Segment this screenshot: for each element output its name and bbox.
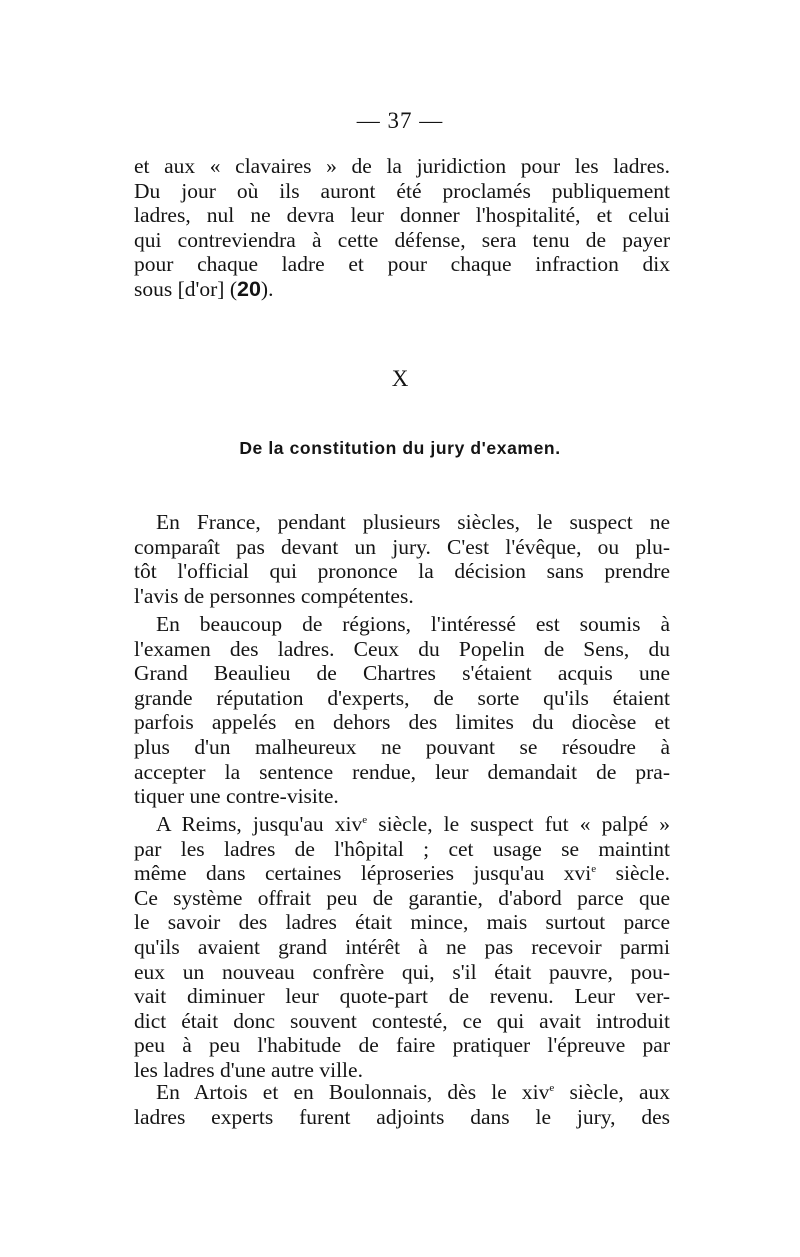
text-line: [134, 277, 670, 302]
text-line: par les ladres de l'hôpital ; cet usage se maintint: [134, 836, 670, 861]
text-line: plus d'un malheureux ne pouvant se résoudre à: [134, 734, 670, 759]
text-fragment: siècle, aux: [554, 1080, 670, 1104]
text-line: [134, 812, 670, 837]
text-line: grande réputation d'experts, de sorte qu'ils étaient: [134, 685, 670, 710]
text-fragment: A Reims, jusqu'au: [156, 812, 335, 836]
century-numeral: xiv: [521, 1080, 550, 1104]
text-line: les ladres d'une autre ville.: [134, 1057, 363, 1082]
text-line: qui contreviendra à cette défense, sera tenu de payer: [134, 227, 670, 252]
century-numeral: xvi: [563, 861, 592, 886]
text-line: vait diminuer leur quote-part de revenu. Leur ver-: [134, 984, 670, 1009]
text-line: ladres experts furent adjoints dans le jury, des: [134, 1104, 670, 1129]
paragraph-4: [134, 1080, 670, 1129]
text-line: l'examen des ladres. Ceux du Popelin de Sens, du: [134, 636, 670, 661]
text-line: peu à peu l'habitude de faire pratiquer l'épreuve par: [134, 1033, 670, 1058]
text-fragment: même dans certaines léproseries jusqu'au: [134, 861, 564, 886]
text-line: En beaucoup de régions, l'intéressé est soumis à: [156, 612, 670, 636]
page-number: — 37 —: [356, 108, 444, 133]
text-fragment: En Artois et en Boulonnais, dès le: [156, 1080, 522, 1104]
text-line: comparaît pas devant un jury. C'est l'évêque, ou plu-: [134, 534, 670, 559]
text-line: En France, pendant plusieurs siècles, le suspect ne: [156, 510, 670, 534]
text-line: Grand Beaulieu de Chartres s'étaient acquis une: [134, 661, 670, 686]
century-numeral: xiv: [334, 812, 363, 836]
text-fragment: sous [d'or] (: [134, 276, 237, 301]
text-line: tôt l'official qui prononce la décision sans prendre: [134, 559, 670, 584]
text-line: pour chaque ladre et pour chaque infraction dix: [134, 252, 670, 277]
text-line: ladres, nul ne devra leur donner l'hospitalité, et celui: [134, 203, 670, 228]
text-line: l'avis de personnes compétentes.: [134, 583, 414, 608]
text-line: et aux « clavaires » de la juridiction pour les ladres.: [134, 154, 670, 178]
text-line: eux un nouveau confrère qui, s'il était pauvre, pou-: [134, 959, 670, 984]
superscript: e: [549, 1081, 555, 1094]
text-fragment: siècle.: [596, 861, 670, 886]
paragraph-3: [134, 812, 670, 1083]
paragraph-2: [134, 612, 670, 809]
text-fragment: ).: [260, 276, 274, 301]
text-line: parfois appelés en dehors des limites du diocèse et: [134, 710, 670, 735]
paragraph-1: [134, 510, 670, 608]
text-line: le savoir des ladres était mince, mais surtout parce: [134, 910, 670, 935]
text-line: accepter la sentence rendue, leur demandait de pra-: [134, 759, 670, 784]
text-line: [134, 861, 670, 886]
text-line: qu'ils avaient grand intérêt à ne pas recevoir parmi: [134, 934, 670, 959]
footnote-reference[interactable]: 20: [237, 276, 261, 301]
superscript: e: [362, 813, 368, 826]
text-line: dict était donc souvent contesté, ce qui avait introduit: [134, 1008, 670, 1033]
text-line: Ce système offrait peu de garantie, d'abord parce que: [134, 885, 670, 910]
superscript: e: [591, 863, 597, 876]
section-title: De la constitution du jury d'examen.: [239, 438, 561, 458]
intro-text: [134, 154, 670, 302]
text-fragment: siècle, le suspect fut « palpé »: [367, 812, 670, 836]
text-line: tiquer une contre-visite.: [134, 784, 339, 809]
text-line: Du jour où ils auront été proclamés publiquement: [134, 178, 670, 203]
section-numeral: X: [391, 366, 409, 391]
text-line: [134, 1080, 670, 1105]
